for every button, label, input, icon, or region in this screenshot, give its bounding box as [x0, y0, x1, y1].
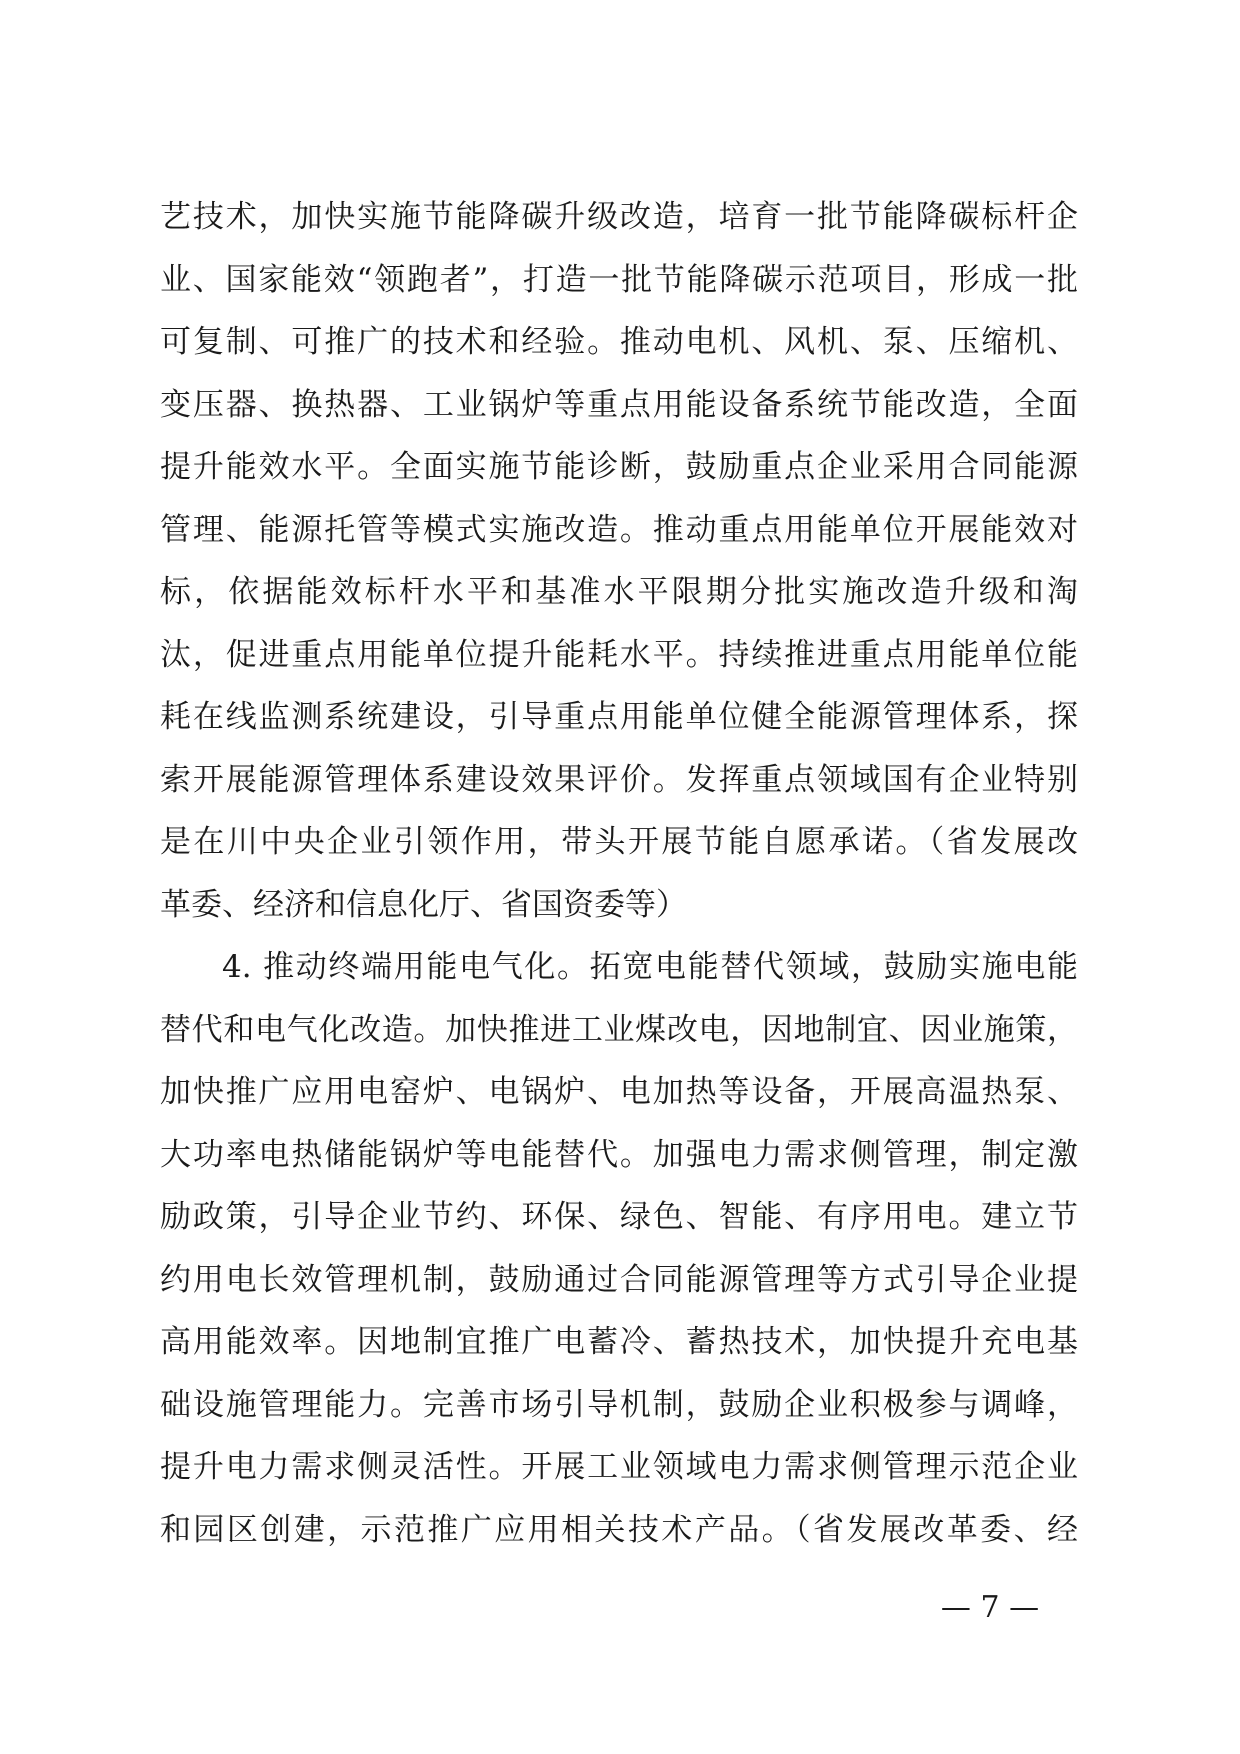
text-line-12: 革委、经济和信息化厅、省国资委等）	[160, 886, 687, 923]
text-line-7: 标，依据能效标杆水平和基准水平限期分批实施改造升级和淘	[160, 574, 1078, 610]
text-line-2: 业、国家能效“领跑者”，打造一批节能降碳示范项目，形成一批	[160, 261, 1078, 298]
text-line-18: 约用电长效管理机制，鼓励通过合同能源管理等方式引导企业提	[160, 1261, 1078, 1298]
text-line-19: 高用能效率。因地制宜推广电蓄冷、蓄热技术，加快提升充电基	[160, 1324, 1078, 1360]
text-line-6: 管理、能源托管等模式实施改造。推动重点用能单位开展能效对	[160, 511, 1078, 548]
text-line-4: 变压器、换热器、工业锅炉等重点用能设备系统节能改造，全面	[160, 386, 1078, 423]
text-line-8: 汰，促进重点用能单位提升能耗水平。持续推进重点用能单位能	[160, 636, 1078, 673]
text-line-9: 耗在线监测系统建设，引导重点用能单位健全能源管理体系，探	[160, 699, 1078, 735]
text-line-22: 和园区创建，示范推广应用相关技术产品。（省发展改革委、经	[160, 1511, 1078, 1548]
text-line-11: 是在川中央企业引领作用，带头开展节能自愿承诺。（省发展改	[160, 824, 1078, 860]
text-line-16: 大功率电热储能锅炉等电能替代。加强电力需求侧管理，制定激	[160, 1136, 1078, 1173]
page-number: — 7 —	[940, 1590, 1040, 1625]
section-heading-4: 4. 推动终端用能电气化。拓宽电能替代领域，鼓励实施电能	[222, 949, 1078, 985]
body-text	[160, 186, 1078, 1561]
text-line-21: 提升电力需求侧灵活性。开展工业领域电力需求侧管理示范企业	[160, 1449, 1078, 1485]
text-line-15: 加快推广应用电窑炉、电锅炉、电加热等设备，开展高温热泵、	[160, 1074, 1078, 1110]
text-line-1: 艺技术，加快实施节能降碳升级改造，培育一批节能降碳标杆企	[160, 199, 1078, 235]
text-line-5: 提升能效水平。全面实施节能诊断，鼓励重点企业采用合同能源	[160, 449, 1078, 485]
text-line-14: 替代和电气化改造。加快推进工业煤改电，因地制宜、因业施策，	[160, 1011, 1078, 1048]
text-line-10: 索开展能源管理体系建设效果评价。发挥重点领域国有企业特别	[160, 761, 1078, 798]
text-line-3: 可复制、可推广的技术和经验。推动电机、风机、泵、压缩机、	[160, 324, 1078, 360]
text-line-17: 励政策，引导企业节约、环保、绿色、智能、有序用电。建立节	[160, 1199, 1078, 1235]
text-line-20: 础设施管理能力。完善市场引导机制，鼓励企业积极参与调峰，	[160, 1386, 1078, 1423]
